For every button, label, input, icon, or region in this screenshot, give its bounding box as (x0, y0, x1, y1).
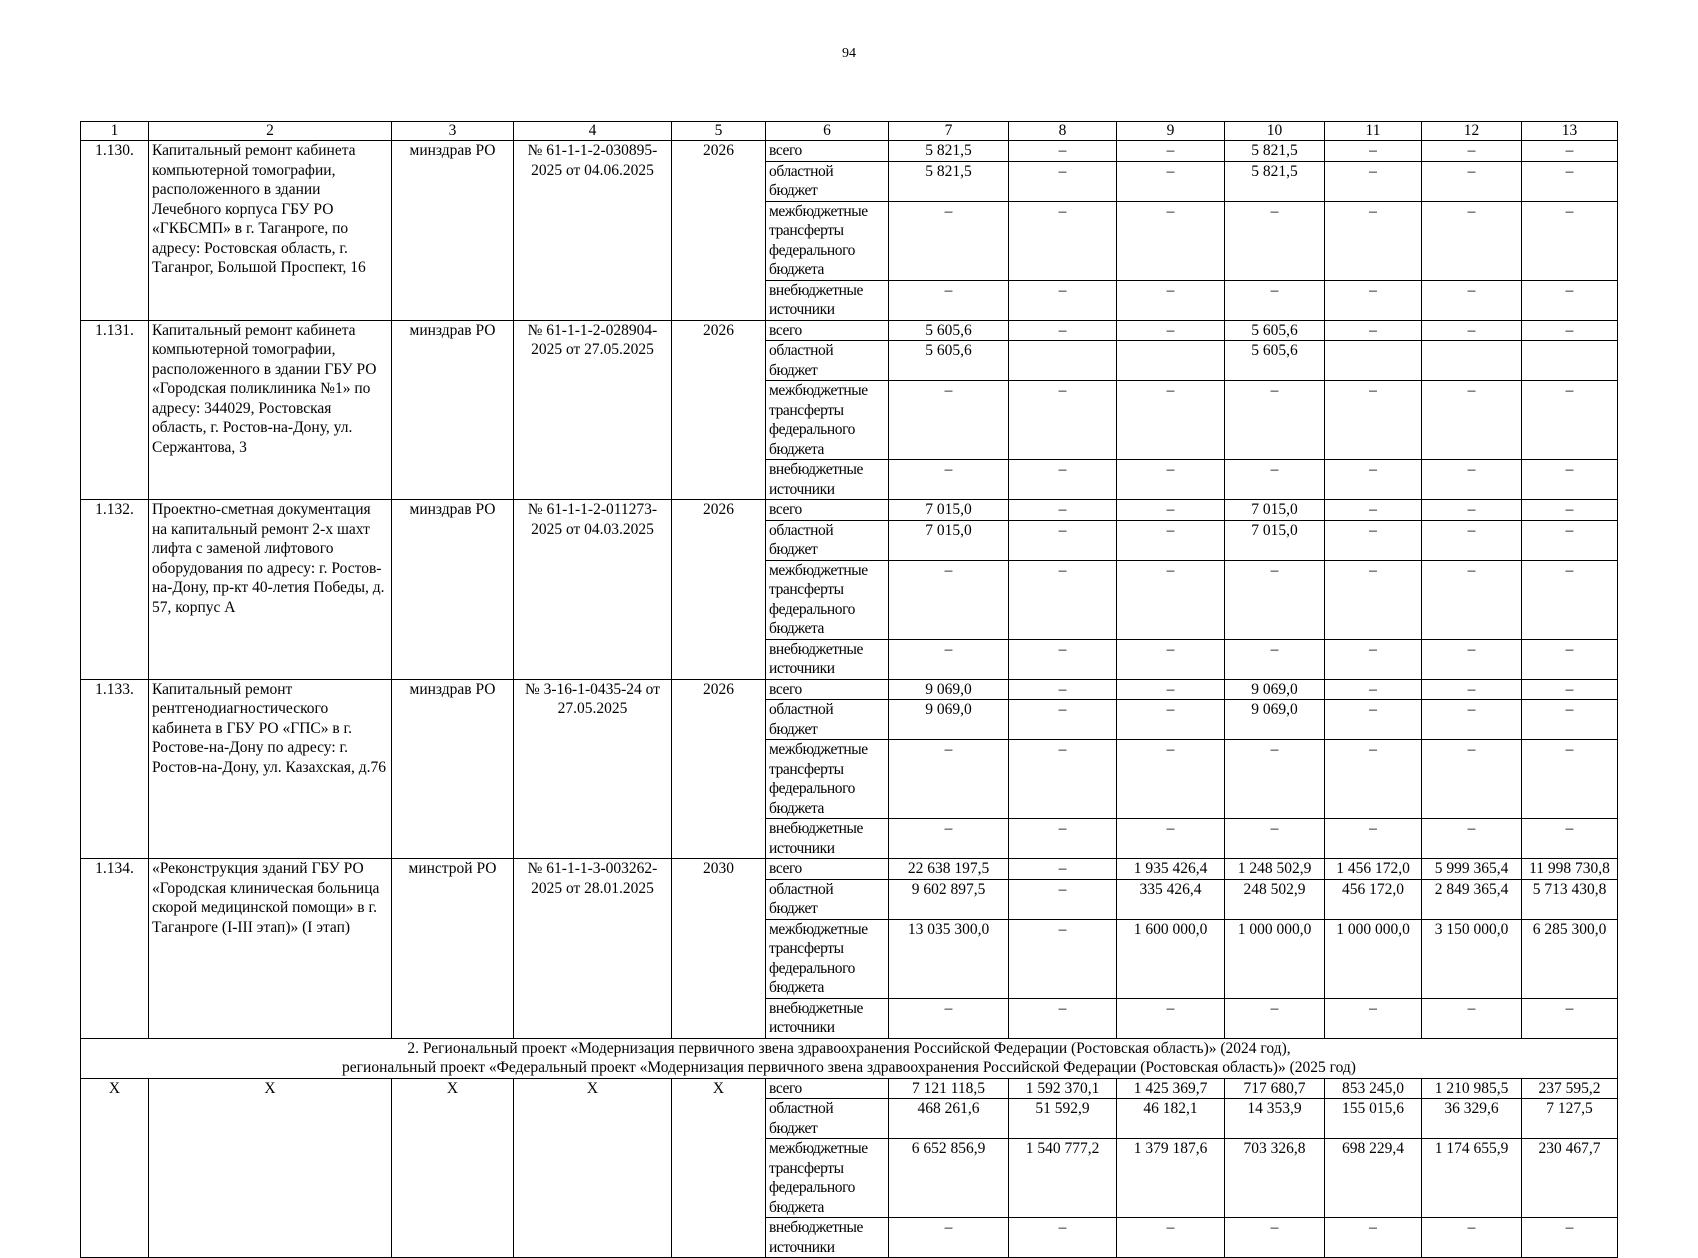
summary-mark: X (392, 1078, 514, 1258)
amount-cell: 248 502,9 (1225, 879, 1325, 919)
page-number: 94 (842, 46, 856, 61)
amount-cell: – (1117, 740, 1225, 819)
funding-label: областной бюджет (766, 879, 889, 919)
funding-label: всего (766, 1078, 889, 1099)
amount-cell: – (1522, 520, 1618, 560)
amount-cell: – (1422, 141, 1522, 162)
funding-label: всего (766, 320, 889, 341)
amount-cell: – (1422, 520, 1522, 560)
item-executor: минздрав РО (392, 141, 514, 321)
amount-cell: – (1117, 1218, 1225, 1258)
amount-cell: 1 248 502,9 (1225, 859, 1325, 880)
amount-cell: – (1117, 700, 1225, 740)
funding-label: всего (766, 859, 889, 880)
section-title-line: 2. Региональный проект «Модернизация первичного звена здравоохранения Российской Федерации (Ростовская область)» (2024 год), (407, 1039, 1291, 1057)
column-header: 8 (1009, 122, 1117, 141)
funding-label: областной бюджет (766, 520, 889, 560)
amount-cell: – (1117, 819, 1225, 859)
section-title-line: региональный проект «Федеральный проект «Модернизация первичного звена здравоохранения Российской Федерации (Ростовская область)» (2025 год) (342, 1059, 1356, 1076)
amount-cell: 9 069,0 (1225, 700, 1325, 740)
amount-cell: – (1117, 280, 1225, 320)
amount-cell: – (1422, 998, 1522, 1038)
funding-label: областной бюджет (766, 161, 889, 201)
amount-cell: – (1325, 998, 1422, 1038)
amount-cell: – (1009, 560, 1117, 639)
amount-cell: – (1422, 639, 1522, 679)
amount-cell: – (1009, 460, 1117, 500)
column-header: 10 (1225, 122, 1325, 141)
item-description: Капитальный ремонт кабинета компьютерной томографии, расположенного в здании ГБУ РО «Городская поликлиника №1» по адресу: 344029, Ростовская область, г. Ростов-на-Дону, ул. Сержантова, 3 (149, 320, 392, 500)
amount-cell: – (1522, 320, 1618, 341)
amount-cell: – (1009, 1218, 1117, 1258)
item-year: 2030 (672, 859, 766, 1039)
column-header: 6 (766, 122, 889, 141)
section-heading (81, 1038, 1618, 1078)
amount-cell: 456 172,0 (1325, 879, 1422, 919)
amount-cell: – (1225, 819, 1325, 859)
amount-cell: – (1117, 520, 1225, 560)
amount-cell: – (1009, 280, 1117, 320)
amount-cell: – (1422, 700, 1522, 740)
column-header: 7 (889, 122, 1009, 141)
item-number: 1.132. (81, 500, 149, 680)
amount-cell: – (1225, 280, 1325, 320)
amount-cell: – (1117, 141, 1225, 162)
amount-cell: 230 467,7 (1522, 1139, 1618, 1218)
amount-cell: – (889, 381, 1009, 460)
amount-cell: – (1522, 280, 1618, 320)
amount-cell: – (1325, 161, 1422, 201)
amount-cell: 5 821,5 (1225, 141, 1325, 162)
amount-cell: – (889, 819, 1009, 859)
table-row (81, 1078, 1618, 1099)
amount-cell: – (1009, 819, 1117, 859)
item-number: 1.131. (81, 320, 149, 500)
amount-cell: 1 379 187,6 (1117, 1139, 1225, 1218)
item-description: «Реконструкция зданий ГБУ РО «Городская клиническая больница скорой медицинской помощи» в г. Таганроге (I-III этап)» (I этап) (149, 859, 392, 1039)
summary-mark: X (149, 1078, 392, 1258)
item-document: № 61-1-1-2-011273-2025 от 04.03.2025 (514, 500, 672, 680)
amount-cell: – (889, 1218, 1009, 1258)
amount-cell: – (889, 639, 1009, 679)
amount-cell: – (1117, 500, 1225, 521)
funding-label: межбюджетные трансферты федерального бюджета (766, 740, 889, 819)
summary-mark: X (514, 1078, 672, 1258)
amount-cell (1325, 341, 1422, 381)
item-description: Капитальный ремонт кабинета компьютерной томографии, расположенного в здании Лечебного корпуса ГБУ РО «ГКБСМП» в г. Таганроге, по адресу: Ростовская область, г. Таганрог, Большой Проспект, 16 (149, 141, 392, 321)
amount-cell: – (1325, 1218, 1422, 1258)
amount-cell: – (1225, 1218, 1325, 1258)
amount-cell: – (1422, 560, 1522, 639)
amount-cell: – (1009, 700, 1117, 740)
funding-label: внебюджетные источники (766, 639, 889, 679)
amount-cell: 2 849 365,4 (1422, 879, 1522, 919)
column-header: 9 (1117, 122, 1225, 141)
amount-cell: – (1325, 819, 1422, 859)
amount-cell: – (1522, 500, 1618, 521)
amount-cell (1522, 341, 1618, 381)
amount-cell: – (1522, 998, 1618, 1038)
amount-cell: 9 069,0 (889, 679, 1009, 700)
amount-cell: 717 680,7 (1225, 1078, 1325, 1099)
amount-cell: – (1009, 859, 1117, 880)
item-year: 2026 (672, 500, 766, 680)
amount-cell: 7 127,5 (1522, 1099, 1618, 1139)
amount-cell: 698 229,4 (1325, 1139, 1422, 1218)
amount-cell: 703 326,8 (1225, 1139, 1325, 1218)
amount-cell: – (1117, 560, 1225, 639)
amount-cell: 5 713 430,8 (1522, 879, 1618, 919)
amount-cell: – (1422, 320, 1522, 341)
amount-cell: – (1422, 740, 1522, 819)
amount-cell: 5 605,6 (889, 320, 1009, 341)
amount-cell: 1 000 000,0 (1325, 919, 1422, 998)
amount-cell: – (1009, 520, 1117, 560)
amount-cell: – (1009, 998, 1117, 1038)
amount-cell: – (1117, 320, 1225, 341)
amount-cell: – (1117, 201, 1225, 280)
amount-cell: – (1422, 460, 1522, 500)
amount-cell: – (1422, 819, 1522, 859)
funding-label: всего (766, 679, 889, 700)
amount-cell: – (1225, 639, 1325, 679)
funding-label: межбюджетные трансферты федерального бюджета (766, 560, 889, 639)
column-header: 13 (1522, 122, 1618, 141)
amount-cell: – (1422, 1218, 1522, 1258)
amount-cell: – (1009, 381, 1117, 460)
program-table (80, 121, 1618, 1258)
amount-cell: – (1009, 919, 1117, 998)
amount-cell: – (1009, 201, 1117, 280)
amount-cell: – (1422, 679, 1522, 700)
amount-cell: 1 935 426,4 (1117, 859, 1225, 880)
amount-cell: – (1422, 161, 1522, 201)
amount-cell: – (1117, 161, 1225, 201)
amount-cell: – (1009, 141, 1117, 162)
amount-cell: 237 595,2 (1522, 1078, 1618, 1099)
item-document: № 61-1-1-2-028904-2025 от 27.05.2025 (514, 320, 672, 500)
amount-cell: – (1522, 639, 1618, 679)
amount-cell: 335 426,4 (1117, 879, 1225, 919)
amount-cell: 5 605,6 (889, 341, 1009, 381)
column-header: 11 (1325, 122, 1422, 141)
amount-cell: – (1117, 998, 1225, 1038)
funding-label: внебюджетные источники (766, 1218, 889, 1258)
item-description: Капитальный ремонт рентгенодиагностического кабинета в ГБУ РО «ГПС» в г. Ростове-на-Дону по адресу: г. Ростов-на-Дону, ул. Казахская, д.76 (149, 679, 392, 859)
amount-cell: – (1325, 560, 1422, 639)
table-row (81, 500, 1618, 521)
funding-label: межбюджетные трансферты федерального бюджета (766, 201, 889, 280)
amount-cell: 7 015,0 (889, 500, 1009, 521)
amount-cell: 5 605,6 (1225, 341, 1325, 381)
item-year: 2026 (672, 320, 766, 500)
amount-cell: 22 638 197,5 (889, 859, 1009, 880)
funding-label: областной бюджет (766, 700, 889, 740)
item-document: № 3-16-1-0435-24 от 27.05.2025 (514, 679, 672, 859)
amount-cell: 5 821,5 (889, 161, 1009, 201)
item-executor: минздрав РО (392, 679, 514, 859)
amount-cell: – (1009, 161, 1117, 201)
item-year: 2026 (672, 141, 766, 321)
amount-cell: – (889, 740, 1009, 819)
amount-cell: 5 821,5 (889, 141, 1009, 162)
amount-cell: 853 245,0 (1325, 1078, 1422, 1099)
table-row (81, 679, 1618, 700)
amount-cell: – (1522, 560, 1618, 639)
column-header: 2 (149, 122, 392, 141)
column-header: 12 (1422, 122, 1522, 141)
amount-cell: 1 000 000,0 (1225, 919, 1325, 998)
amount-cell: – (1225, 998, 1325, 1038)
amount-cell: – (1325, 639, 1422, 679)
amount-cell: – (1009, 639, 1117, 679)
amount-cell: – (1117, 679, 1225, 700)
amount-cell: – (1325, 381, 1422, 460)
amount-cell: – (1522, 1218, 1618, 1258)
amount-cell: 9 602 897,5 (889, 879, 1009, 919)
amount-cell: 6 652 856,9 (889, 1139, 1009, 1218)
item-number: 1.130. (81, 141, 149, 321)
amount-cell: 1 210 985,5 (1422, 1078, 1522, 1099)
item-executor: минздрав РО (392, 500, 514, 680)
item-year: 2026 (672, 679, 766, 859)
item-number: 1.133. (81, 679, 149, 859)
column-header: 5 (672, 122, 766, 141)
item-number: 1.134. (81, 859, 149, 1039)
amount-cell: 11 998 730,8 (1522, 859, 1618, 880)
amount-cell: – (1522, 679, 1618, 700)
amount-cell: – (1225, 201, 1325, 280)
funding-label: межбюджетные трансферты федерального бюджета (766, 919, 889, 998)
amount-cell: – (1009, 500, 1117, 521)
amount-cell: 9 069,0 (1225, 679, 1325, 700)
amount-cell: – (1325, 500, 1422, 521)
amount-cell: – (1422, 381, 1522, 460)
funding-label: областной бюджет (766, 341, 889, 381)
funding-label: всего (766, 141, 889, 162)
section-heading-row (81, 1038, 1618, 1078)
amount-cell: 9 069,0 (889, 700, 1009, 740)
amount-cell: – (1522, 141, 1618, 162)
table-row (81, 141, 1618, 162)
amount-cell: – (1522, 201, 1618, 280)
table-row (81, 859, 1618, 880)
amount-cell: – (1009, 740, 1117, 819)
amount-cell: – (1325, 280, 1422, 320)
amount-cell: 7 015,0 (1225, 520, 1325, 560)
funding-label: внебюджетные источники (766, 460, 889, 500)
amount-cell: – (1325, 700, 1422, 740)
amount-cell: – (1522, 161, 1618, 201)
item-executor: минздрав РО (392, 320, 514, 500)
amount-cell: 7 015,0 (1225, 500, 1325, 521)
amount-cell: – (1325, 679, 1422, 700)
amount-cell: – (1009, 679, 1117, 700)
amount-cell: 46 182,1 (1117, 1099, 1225, 1139)
amount-cell: – (1522, 819, 1618, 859)
amount-cell: – (1225, 740, 1325, 819)
amount-cell: 1 592 370,1 (1009, 1078, 1117, 1099)
amount-cell: – (1325, 460, 1422, 500)
amount-cell: – (1522, 700, 1618, 740)
funding-label: внебюджетные источники (766, 819, 889, 859)
amount-cell: 7 121 118,5 (889, 1078, 1009, 1099)
table-row (81, 320, 1618, 341)
amount-cell: – (1009, 320, 1117, 341)
funding-label: внебюджетные источники (766, 998, 889, 1038)
funding-label: межбюджетные трансферты федерального бюджета (766, 381, 889, 460)
amount-cell: 5 821,5 (1225, 161, 1325, 201)
amount-cell: 36 329,6 (1422, 1099, 1522, 1139)
amount-cell: – (889, 280, 1009, 320)
amount-cell (1009, 341, 1117, 381)
amount-cell: – (1522, 381, 1618, 460)
header-row (81, 122, 1618, 141)
amount-cell: – (1225, 381, 1325, 460)
amount-cell: – (1325, 520, 1422, 560)
item-document: № 61-1-1-2-030895-2025 от 04.06.2025 (514, 141, 672, 321)
amount-cell: 13 035 300,0 (889, 919, 1009, 998)
amount-cell: – (889, 460, 1009, 500)
amount-cell: – (1325, 141, 1422, 162)
amount-cell: 14 353,9 (1225, 1099, 1325, 1139)
amount-cell: – (1117, 639, 1225, 679)
funding-label: внебюджетные источники (766, 280, 889, 320)
amount-cell: – (1325, 740, 1422, 819)
amount-cell (1422, 341, 1522, 381)
amount-cell: 1 456 172,0 (1325, 859, 1422, 880)
amount-cell: 5 605,6 (1225, 320, 1325, 341)
amount-cell: – (1522, 460, 1618, 500)
amount-cell: 1 174 655,9 (1422, 1139, 1522, 1218)
amount-cell: – (1325, 320, 1422, 341)
amount-cell (1117, 341, 1225, 381)
funding-label: межбюджетные трансферты федерального бюджета (766, 1139, 889, 1218)
column-header: 3 (392, 122, 514, 141)
amount-cell: 1 425 369,7 (1117, 1078, 1225, 1099)
amount-cell: 51 592,9 (1009, 1099, 1117, 1139)
amount-cell: – (1117, 381, 1225, 460)
amount-cell: – (1117, 460, 1225, 500)
funding-label: областной бюджет (766, 1099, 889, 1139)
amount-cell: 468 261,6 (889, 1099, 1009, 1139)
amount-cell: 7 015,0 (889, 520, 1009, 560)
summary-mark: X (672, 1078, 766, 1258)
amount-cell: – (889, 560, 1009, 639)
amount-cell: – (889, 998, 1009, 1038)
amount-cell: – (1225, 460, 1325, 500)
amount-cell: – (1422, 201, 1522, 280)
summary-mark: X (81, 1078, 149, 1258)
amount-cell: 155 015,6 (1325, 1099, 1422, 1139)
amount-cell: – (1225, 560, 1325, 639)
item-description: Проектно-сметная документация на капитальный ремонт 2-х шахт лифта с заменой лифтового оборудования по адресу: г. Ростов-на-Дону, пр-кт 40-летия Победы, д. 57, корпус А (149, 500, 392, 680)
amount-cell: – (1325, 201, 1422, 280)
amount-cell: 1 600 000,0 (1117, 919, 1225, 998)
amount-cell: – (1522, 740, 1618, 819)
funding-label: всего (766, 500, 889, 521)
column-header: 4 (514, 122, 672, 141)
amount-cell: 3 150 000,0 (1422, 919, 1522, 998)
amount-cell: – (889, 201, 1009, 280)
amount-cell: – (1422, 500, 1522, 521)
amount-cell: 5 999 365,4 (1422, 859, 1522, 880)
amount-cell: 1 540 777,2 (1009, 1139, 1117, 1218)
item-executor: минстрой РО (392, 859, 514, 1039)
amount-cell: – (1009, 879, 1117, 919)
column-header: 1 (81, 122, 149, 141)
amount-cell: – (1422, 280, 1522, 320)
item-document: № 61-1-1-3-003262-2025 от 28.01.2025 (514, 859, 672, 1039)
amount-cell: 6 285 300,0 (1522, 919, 1618, 998)
